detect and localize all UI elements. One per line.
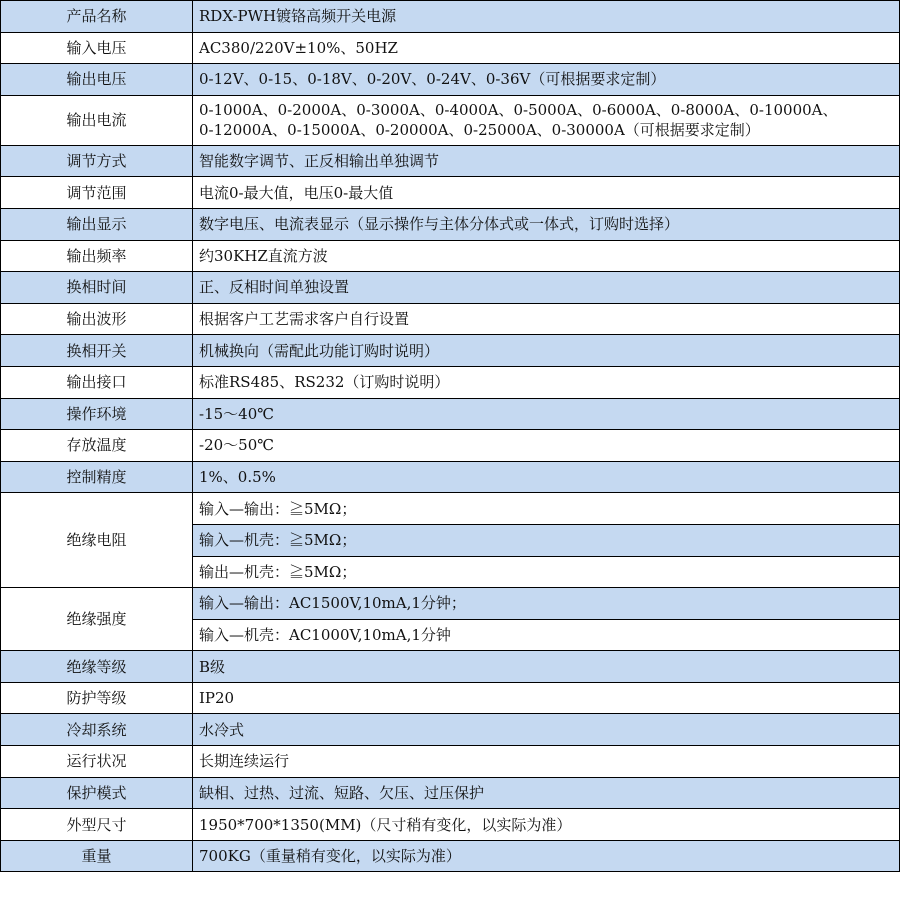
row-value: 约30KHZ直流方波 — [193, 240, 900, 272]
table-row — [1, 777, 900, 809]
row-value: 数字电压、电流表显示（显示操作与主体分体式或一体式，订购时选择） — [193, 208, 900, 240]
table-row — [1, 714, 900, 746]
row-value: 1%、0.5% — [193, 461, 900, 493]
row-value: 长期连续运行 — [193, 746, 900, 778]
table-row — [1, 588, 900, 620]
table-row — [1, 430, 900, 462]
table-row — [1, 366, 900, 398]
row-value: 水冷式 — [193, 714, 900, 746]
row-label: 输出电压 — [1, 64, 193, 96]
table-row — [1, 335, 900, 367]
row-value: 根据客户工艺需求客户自行设置 — [193, 303, 900, 335]
table-row — [1, 682, 900, 714]
row-value: RDX-PWH镀铬高频开关电源 — [193, 1, 900, 33]
row-value: IP20 — [193, 682, 900, 714]
insulation-resistance-value: 输入—机壳：≧5MΩ； — [193, 524, 900, 556]
insulation-strength-value: 输入—输出：AC1500V,10mA,1分钟； — [193, 588, 900, 620]
table-row — [1, 1, 900, 33]
row-value: AC380/220V±10%、50HZ — [193, 32, 900, 64]
output-current-line-2: 0-12000A、0-15000A、0-20000A、0-25000A、0-30000A（可根据要求定制） — [199, 121, 760, 140]
row-value: 电流0-最大值，电压0-最大值 — [193, 177, 900, 209]
row-label: 调节范围 — [1, 177, 193, 209]
table-row — [1, 398, 900, 430]
row-value: -15～40℃ — [193, 398, 900, 430]
insulation-resistance-value: 输出—机壳：≧5MΩ； — [193, 556, 900, 588]
row-label: 控制精度 — [1, 461, 193, 493]
row-label: 输入电压 — [1, 32, 193, 64]
insulation-strength-label: 绝缘强度 — [1, 588, 193, 651]
row-label: 产品名称 — [1, 1, 193, 33]
row-value: 1950*700*1350(MM)（尺寸稍有变化，以实际为准） — [193, 809, 900, 841]
row-label: 运行状况 — [1, 746, 193, 778]
table-row — [1, 64, 900, 96]
row-value: 标准RS485、RS232（订购时说明） — [193, 366, 900, 398]
table-row — [1, 746, 900, 778]
row-value: 700KG（重量稍有变化，以实际为准） — [193, 840, 900, 872]
row-label: 输出接口 — [1, 366, 193, 398]
table-row — [1, 32, 900, 64]
row-label: 换相开关 — [1, 335, 193, 367]
row-label: 换相时间 — [1, 272, 193, 304]
insulation-resistance-value: 输入—输出：≧5MΩ； — [193, 493, 900, 525]
row-label: 调节方式 — [1, 145, 193, 177]
output-current-line-1: 0-1000A、0-2000A、0-3000A、0-4000A、0-5000A、0-6000A、0-8000A、0-10000A、 — [199, 101, 838, 120]
row-label: 输出波形 — [1, 303, 193, 335]
table-row — [1, 493, 900, 525]
table-row — [1, 240, 900, 272]
row-label: 防护等级 — [1, 682, 193, 714]
row-label: 冷却系统 — [1, 714, 193, 746]
table-row — [1, 651, 900, 683]
row-value: 机械换向（需配此功能订购时说明） — [193, 335, 900, 367]
row-value: B级 — [193, 651, 900, 683]
table-row — [1, 461, 900, 493]
row-label: 外型尺寸 — [1, 809, 193, 841]
row-label: 绝缘等级 — [1, 651, 193, 683]
table-row — [1, 145, 900, 177]
row-label: 操作环境 — [1, 398, 193, 430]
table-row — [1, 177, 900, 209]
table-row — [1, 95, 900, 145]
row-label: 重量 — [1, 840, 193, 872]
row-value: 正、反相时间单独设置 — [193, 272, 900, 304]
row-value: 智能数字调节、正反相输出单独调节 — [193, 145, 900, 177]
table-row — [1, 809, 900, 841]
table-row — [1, 208, 900, 240]
row-value: -20～50℃ — [193, 430, 900, 462]
row-value: 缺相、过热、过流、短路、欠压、过压保护 — [193, 777, 900, 809]
row-label: 保护模式 — [1, 777, 193, 809]
row-label: 存放温度 — [1, 430, 193, 462]
table-row — [1, 840, 900, 872]
insulation-resistance-label: 绝缘电阻 — [1, 493, 193, 588]
row-label: 输出电流 — [1, 95, 193, 145]
table-row — [1, 303, 900, 335]
insulation-strength-value: 输入—机壳：AC1000V,10mA,1分钟 — [193, 619, 900, 651]
row-label: 输出频率 — [1, 240, 193, 272]
row-value — [193, 95, 900, 145]
row-value: 0-12V、0-15、0-18V、0-20V、0-24V、0-36V（可根据要求定制） — [193, 64, 900, 96]
row-label: 输出显示 — [1, 208, 193, 240]
table-row — [1, 272, 900, 304]
